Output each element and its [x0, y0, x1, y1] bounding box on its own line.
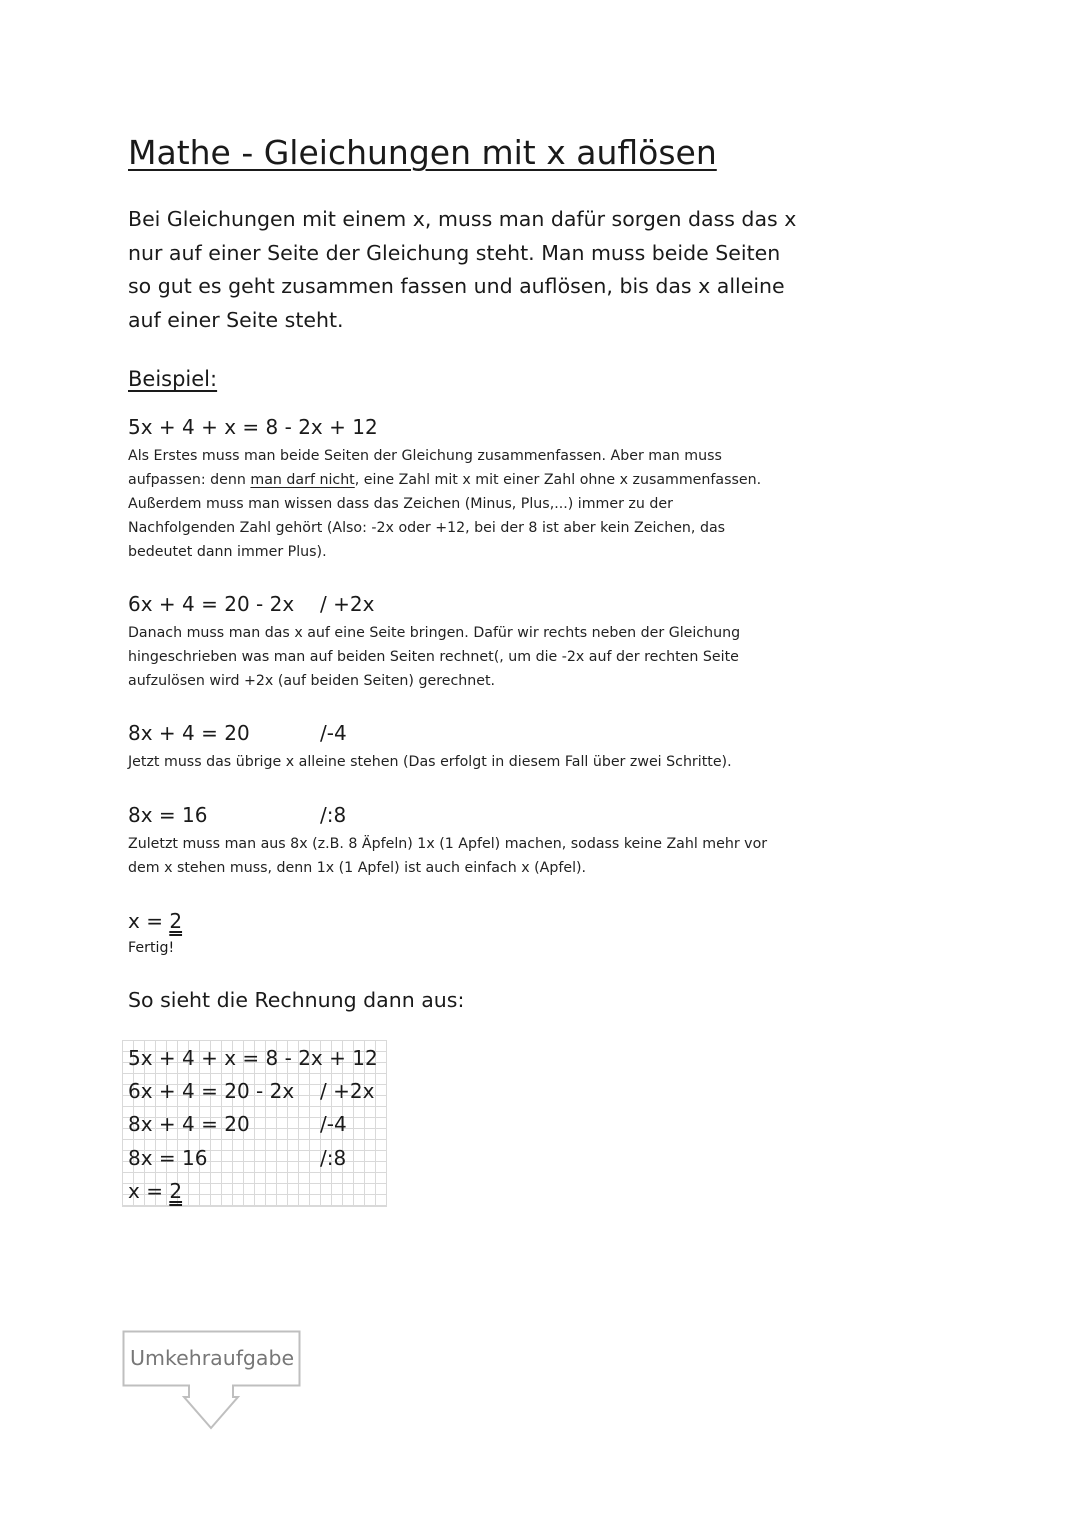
step-operation: /:8 — [320, 803, 347, 827]
desc-line: Als Erstes muss man beide Seiten der Gleichung zusammenfassen. Aber man muss — [128, 448, 722, 464]
intro-line: auf einer Seite steht. — [128, 307, 344, 332]
desc-line: Jetzt muss das übrige x alleine stehen (Das erfolgt in diesem Fall über zwei Schritte). — [128, 754, 732, 770]
intro-line: Bei Gleichungen mit einem x, muss man dafür sorgen dass das x — [128, 207, 797, 231]
desc-fragment: aufpassen: denn — [128, 472, 251, 488]
step-operation: /-4 — [320, 721, 347, 745]
callout-box — [122, 1330, 302, 1430]
desc-line: Außerdem muss man wissen dass das Zeichen (Minus, Plus,...) immer zu der — [128, 496, 673, 512]
intro-paragraph — [128, 203, 808, 337]
equation-text: 6x + 4 = 20 - 2x — [128, 592, 295, 616]
desc-line: Danach muss man das x auf eine Seite bringen. Dafür wir rechts neben der Gleichung — [128, 625, 741, 641]
underlined-phrase: man darf nicht — [250, 472, 355, 488]
desc-line: dem x stehen muss, denn 1x (1 Apfel) ist auch einfach x (Apfel). — [128, 860, 587, 876]
summary-row — [128, 1177, 182, 1205]
equation-text: 8x = 16 — [128, 803, 208, 827]
step-equation — [128, 590, 375, 618]
step-equation — [128, 801, 347, 829]
result-value: 2 — [169, 909, 183, 933]
desc-line: bedeutet dann immer Plus). — [128, 544, 327, 560]
step-operation: / +2x — [320, 592, 375, 616]
result-equation — [128, 907, 182, 935]
desc-line: hingeschrieben was man auf beiden Seiten rechnet(, um die -2x auf der rechten Seite — [128, 649, 739, 665]
summary-operation: /-4 — [320, 1112, 347, 1136]
summary-row — [128, 1044, 378, 1072]
summary-result-prefix: x = — [128, 1179, 170, 1203]
step-description — [128, 750, 818, 774]
desc-fragment: , eine Zahl mit x mit einer Zahl ohne x zusammenfassen. — [354, 472, 762, 488]
summary-operation: / +2x — [320, 1079, 375, 1103]
callout-label: Umkehraufgabe — [130, 1346, 295, 1370]
equation-text: 5x + 4 + x = 8 - 2x + 12 — [128, 415, 378, 439]
summary-heading: So sieht die Rechnung dann aus: — [128, 988, 465, 1012]
desc-line: Nachfolgenden Zahl gehört (Also: -2x oder +12, bei der 8 ist aber kein Zeichen, das — [128, 520, 726, 536]
summary-equation: 8x = 16 — [128, 1146, 208, 1170]
summary-row — [128, 1110, 347, 1138]
intro-line: nur auf einer Seite der Gleichung steht. Man muss beide Seiten — [128, 240, 781, 265]
step-description — [128, 832, 818, 880]
summary-equation: 6x + 4 = 20 - 2x — [128, 1079, 295, 1103]
result-prefix: x = — [128, 909, 170, 933]
step-description — [128, 444, 818, 564]
desc-line — [128, 468, 818, 492]
done-note: Fertig! — [128, 940, 175, 956]
desc-line: Zuletzt muss man aus 8x (z.B. 8 Äpfeln) 1x (1 Apfel) machen, sodass keine Zahl mehr vor — [128, 836, 768, 852]
summary-result-value: 2 — [169, 1179, 183, 1203]
equation-text: 8x + 4 = 20 — [128, 721, 250, 745]
summary-equation: 8x + 4 = 20 — [128, 1112, 250, 1136]
summary-equation: 5x + 4 + x = 8 - 2x + 12 — [128, 1046, 378, 1070]
summary-operation: /:8 — [320, 1146, 347, 1170]
page-title: Mathe - Gleichungen mit x auflösen — [128, 133, 717, 172]
step-equation — [128, 719, 347, 747]
summary-row — [128, 1144, 347, 1172]
step-description — [128, 621, 818, 693]
intro-line: so gut es geht zusammen fassen und auflösen, bis das x alleine — [128, 274, 785, 299]
desc-line: aufzulösen wird +2x (auf beiden Seiten) gerechnet. — [128, 673, 496, 689]
example-heading: Beispiel: — [128, 367, 218, 391]
step-equation — [128, 413, 378, 441]
summary-row — [128, 1077, 375, 1105]
